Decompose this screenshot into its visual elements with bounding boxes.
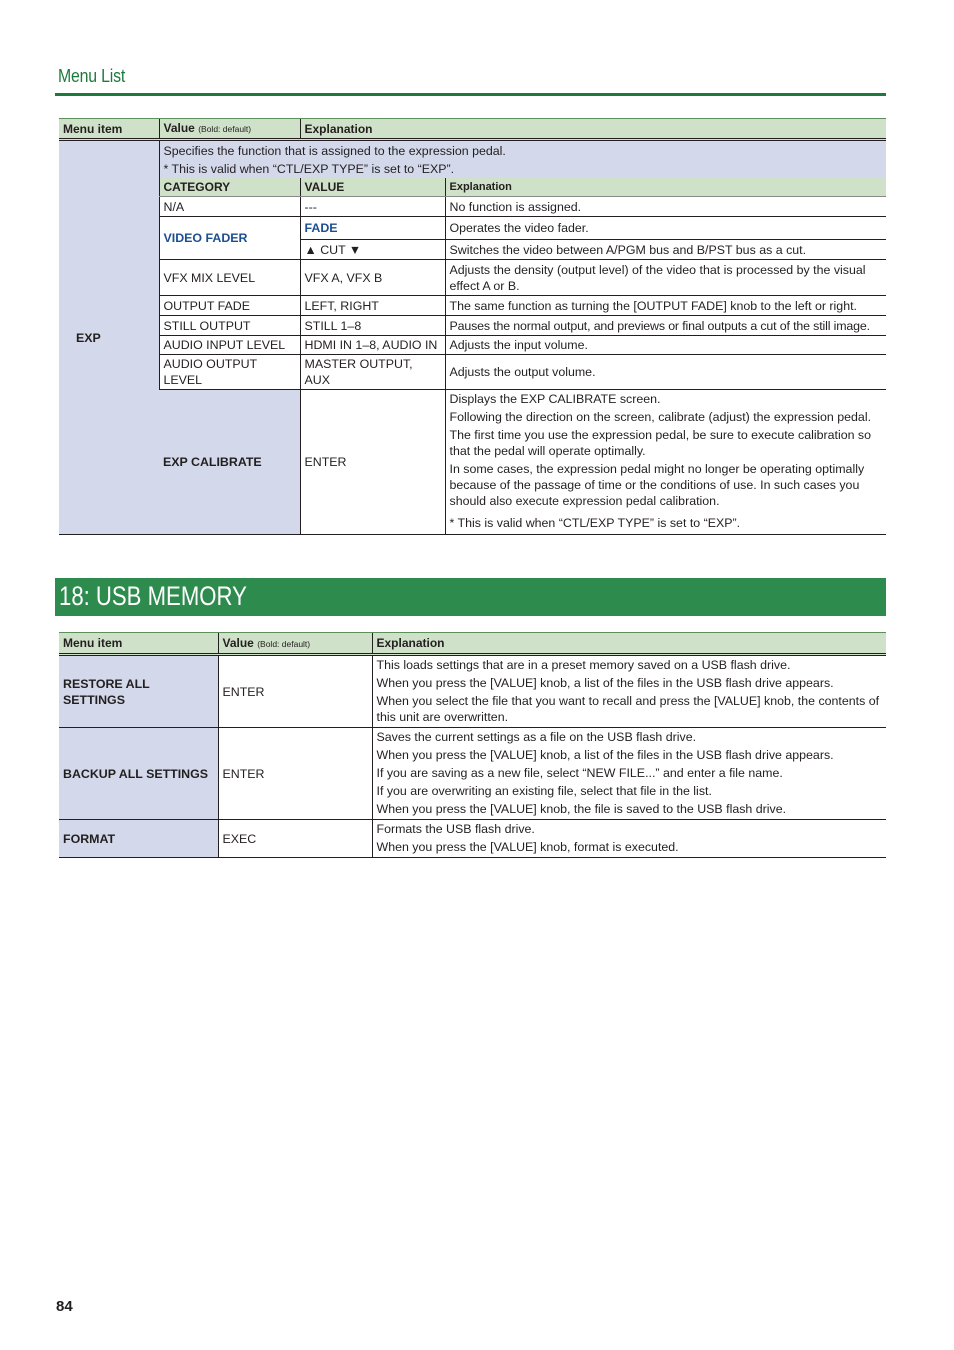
value-cell: VFX A, VFX B (300, 260, 445, 296)
sub-header-value: VALUE (300, 178, 445, 197)
explanation-cell: No function is assigned. (445, 197, 886, 217)
col-header-value-label: Value (222, 635, 254, 650)
sub-header-category: CATEGORY (159, 178, 300, 197)
menu-item-exp: EXP (59, 140, 159, 535)
col-header-value-note: (Bold: default) (198, 124, 252, 134)
exp-intro-line2: * This is valid when “CTL/EXP TYPE” is set to “EXP”. (163, 162, 455, 176)
header-rule (55, 93, 886, 96)
category-cell: OUTPUT FADE (159, 296, 300, 316)
value-cell: MASTER OUTPUT, AUX (300, 355, 445, 390)
explanation-line: When you press the [VALUE] knob, a list of the files in the USB flash drive appears. (376, 748, 834, 762)
explanation-cell: Adjusts the density (output level) of the video that is processed by the visual effect A or B. (445, 260, 886, 296)
sub-header-explanation: Explanation (445, 178, 886, 197)
col-header-menu-item: Menu item (59, 633, 218, 655)
table-header-row (59, 633, 886, 655)
explanation-cell: Adjusts the input volume. (445, 336, 886, 355)
explanation-line: Following the direction on the screen, calibrate (adjust) the expression pedal. (449, 410, 872, 424)
page-number: 84 (56, 1298, 73, 1315)
table-row (59, 355, 886, 390)
category-cell: AUDIO OUTPUT LEVEL (159, 355, 300, 390)
menu-item-format: FORMAT (59, 820, 218, 858)
menu-item-restore-all-settings: RESTORE ALL SETTINGS (59, 655, 218, 728)
value-cell: ▲ CUT ▼ (300, 240, 445, 260)
value-cell: FADE (300, 217, 445, 240)
table-header-row (59, 119, 886, 140)
explanation-line: When you press the [VALUE] knob, a list of the files in the USB flash drive appears. (376, 676, 834, 690)
explanation-cell: Switches the video between A/PGM bus and B/PST bus as a cut. (445, 240, 886, 260)
value-cell: ENTER (218, 655, 372, 728)
col-header-value-note: (Bold: default) (257, 638, 311, 649)
table-row (59, 820, 886, 858)
explanation-cell: Adjusts the output volume. (445, 355, 886, 390)
category-cell: N/A (159, 197, 300, 217)
col-header-value-label: Value (163, 121, 195, 135)
table-row (59, 390, 886, 535)
category-cell: VFX MIX LEVEL (159, 260, 300, 296)
explanation-cell (372, 655, 886, 728)
category-cell: STILL OUTPUT (159, 316, 300, 336)
menu-item-exp-calibrate: EXP CALIBRATE (159, 390, 300, 535)
explanation-cell: Operates the video fader. (445, 217, 886, 240)
explanation-line: This loads settings that are in a preset memory saved on a USB flash drive. (376, 658, 791, 672)
explanation-line: The first time you use the expression pedal, be sure to execute calibration so that the pedal will operate optimally. (449, 428, 872, 458)
value-cell: LEFT, RIGHT (300, 296, 445, 316)
explanation-cell: The same function as turning the [OUTPUT FADE] knob to the left or right. (445, 296, 886, 316)
exp-menu-table (59, 118, 886, 535)
table-row (59, 728, 886, 820)
usb-memory-table (59, 632, 886, 858)
table-row (59, 140, 886, 179)
explanation-line: When you press the [VALUE] knob, the file is saved to the USB flash drive. (376, 802, 787, 816)
explanation-line: When you select the file that you want to recall and press the [VALUE] knob, the contents of this unit are overwritten. (376, 694, 880, 724)
exp-intro-line1: Specifies the function that is assigned to the expression pedal. (163, 144, 506, 158)
col-header-value (159, 119, 300, 140)
table-row (59, 260, 886, 296)
col-header-explanation: Explanation (300, 119, 886, 140)
table-row (59, 296, 886, 316)
explanation-cell: Pauses the normal output, and previews or final outputs a cut of the still image. (445, 316, 886, 336)
sub-header-row (59, 178, 886, 197)
explanation-line: Displays the EXP CALIBRATE screen. (449, 392, 661, 406)
value-cell: ENTER (218, 728, 372, 820)
table-row (59, 197, 886, 217)
value-cell: EXEC (218, 820, 372, 858)
table-row (59, 217, 886, 240)
category-cell: AUDIO INPUT LEVEL (159, 336, 300, 355)
explanation-line: When you press the [VALUE] knob, format is executed. (376, 840, 679, 854)
explanation-line: Formats the USB flash drive. (376, 822, 535, 836)
value-cell: STILL 1–8 (300, 316, 445, 336)
explanation-line: If you are saving as a new file, select “NEW FILE...” and enter a file name. (376, 766, 783, 780)
value-cell: ENTER (300, 390, 445, 535)
col-header-value (218, 633, 372, 655)
explanation-line: In some cases, the expression pedal might no longer be operating optimally because of the passage of time or the conditions of use. In such cases you should also execute expression pedal calibration. (449, 462, 865, 508)
table-row (59, 336, 886, 355)
col-header-explanation: Explanation (372, 633, 886, 655)
section-title: 18: USB MEMORY (59, 581, 247, 611)
value-cell: HDMI IN 1–8, AUDIO IN (300, 336, 445, 355)
table-row (59, 655, 886, 728)
page-header-title: Menu List (58, 66, 126, 86)
explanation-cell (372, 728, 886, 820)
explanation-cell (372, 820, 886, 858)
category-cell: VIDEO FADER (159, 217, 300, 260)
col-header-menu-item: Menu item (59, 119, 159, 140)
menu-item-backup-all-settings: BACKUP ALL SETTINGS (59, 728, 218, 820)
explanation-cell (445, 390, 886, 535)
explanation-note: * This is valid when “CTL/EXP TYPE” is set to “EXP”. (449, 516, 741, 530)
value-cell: --- (300, 197, 445, 217)
explanation-line: If you are overwriting an existing file, select that file in the list. (376, 784, 712, 798)
exp-intro (159, 140, 886, 179)
explanation-line: Saves the current settings as a file on the USB flash drive. (376, 730, 697, 744)
table-row (59, 316, 886, 336)
